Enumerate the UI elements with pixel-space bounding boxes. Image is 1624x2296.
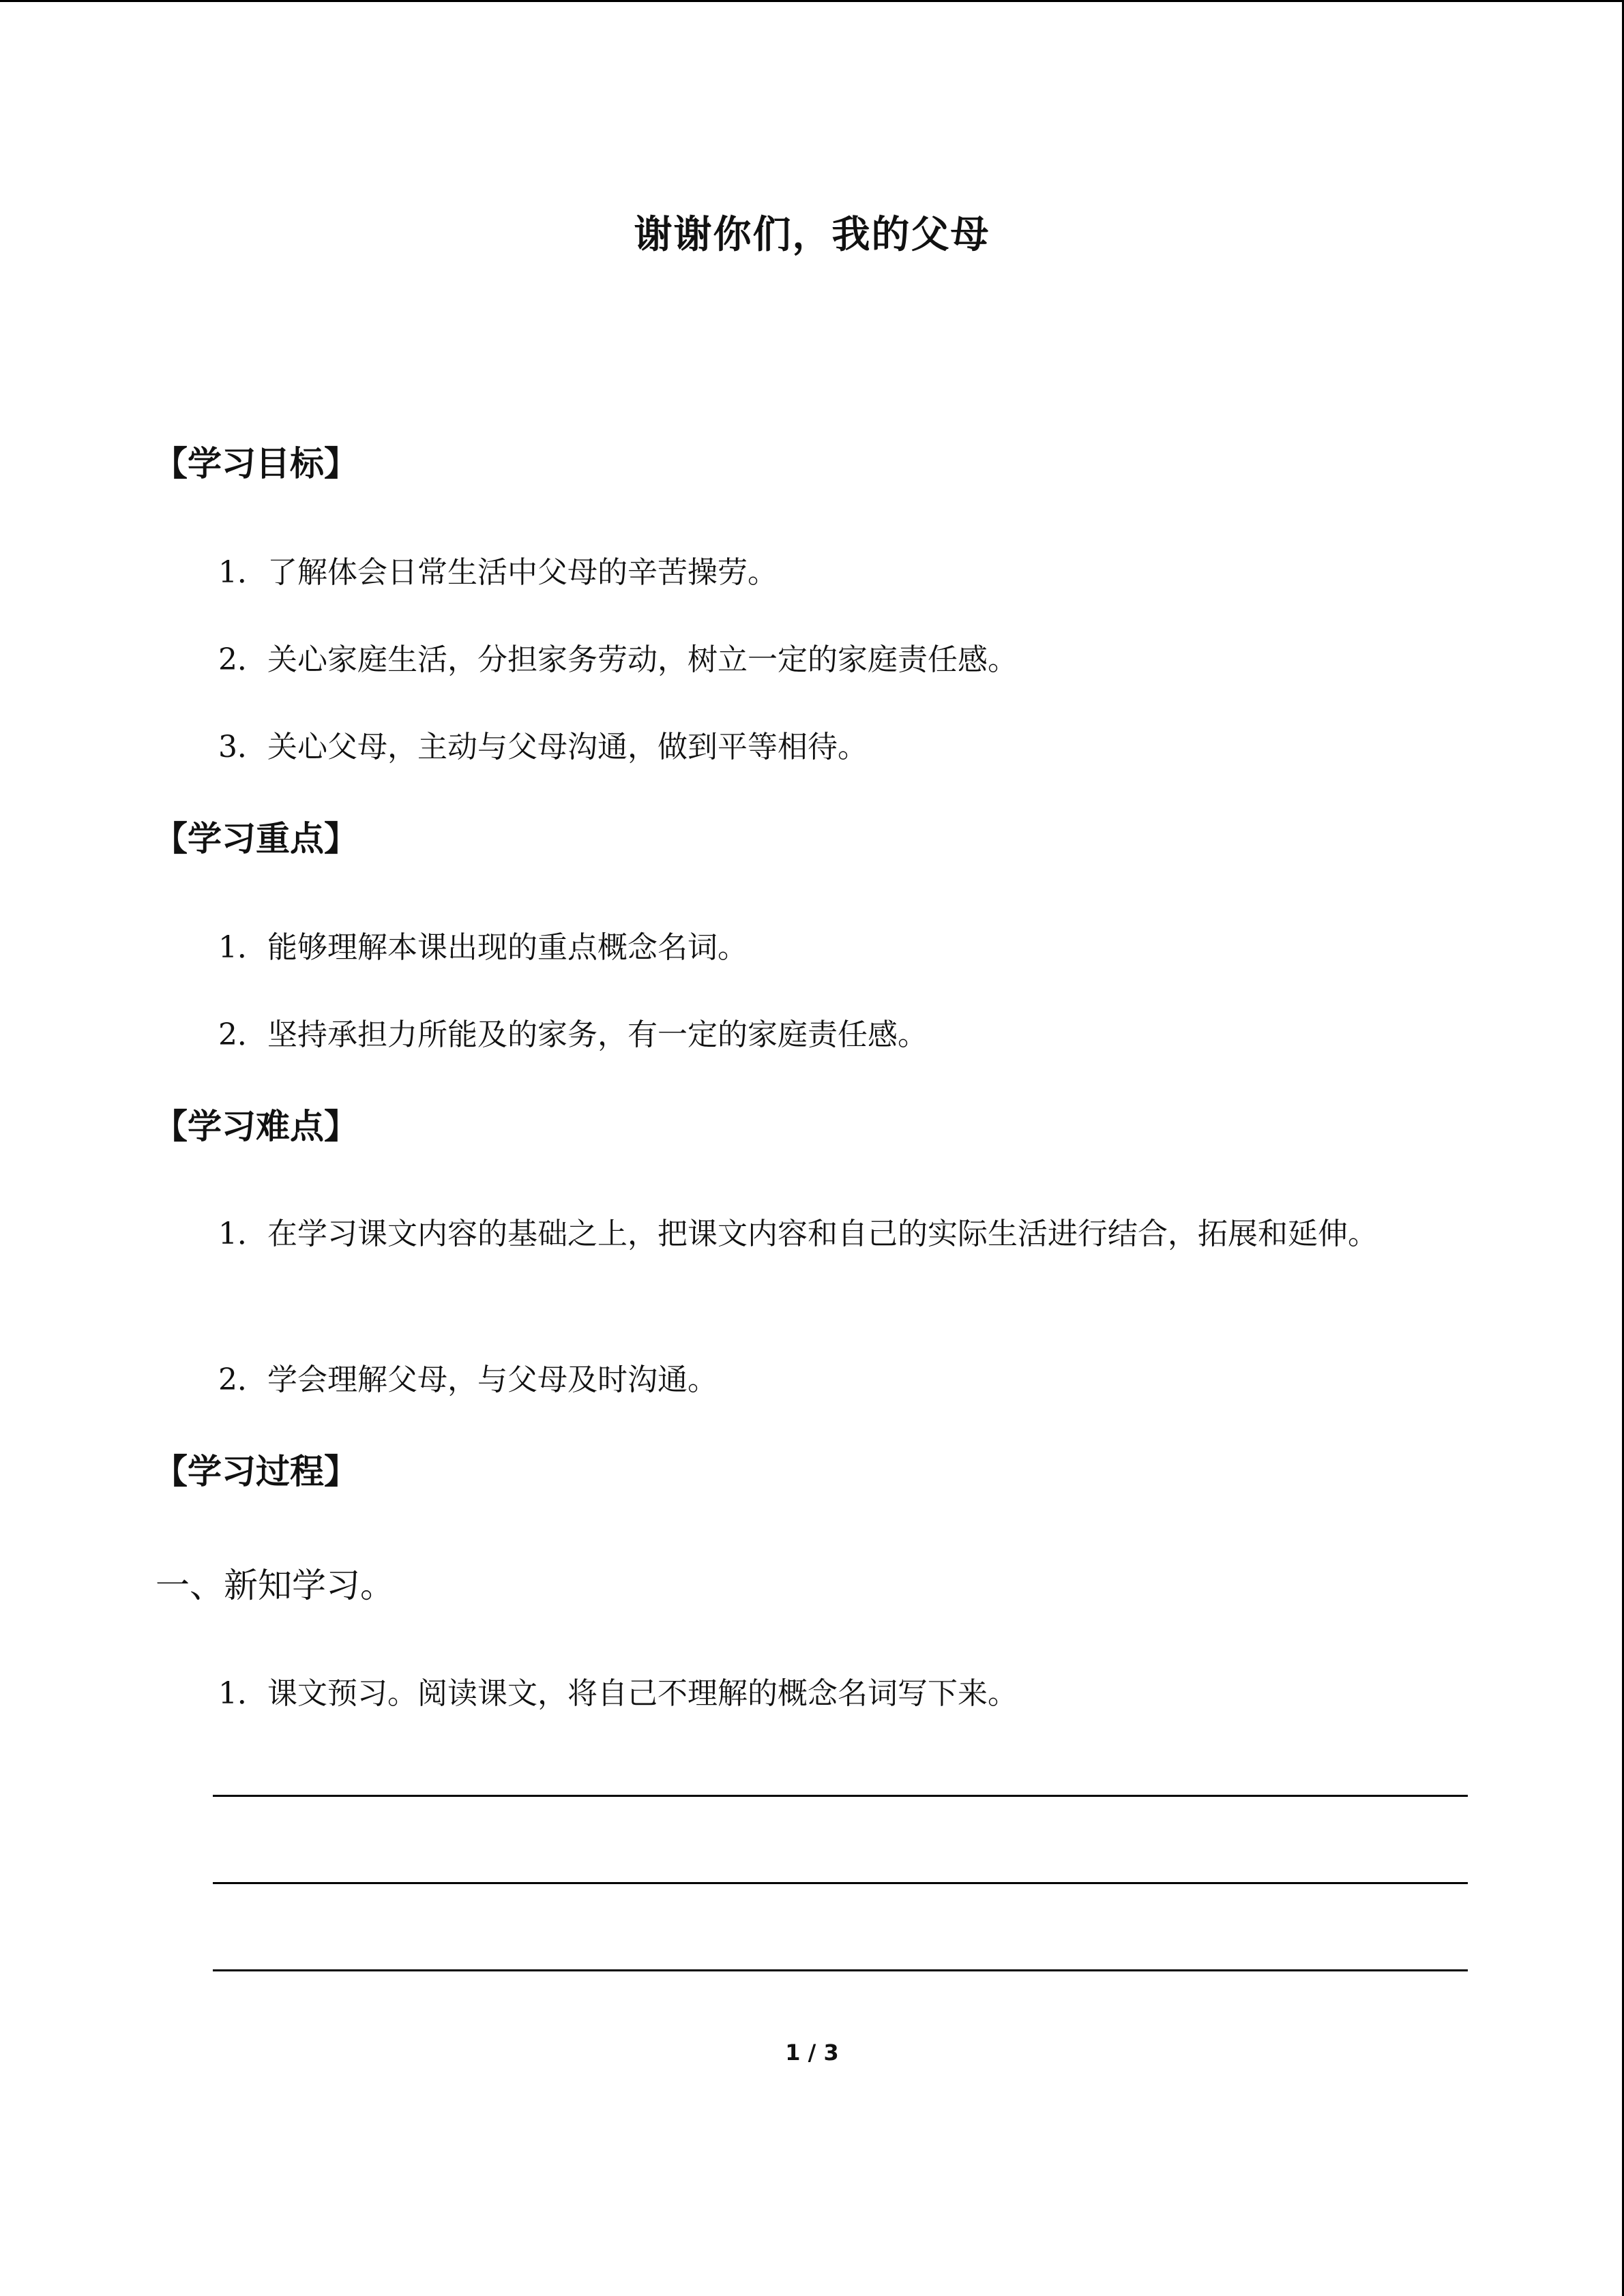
key-points-heading: 【学习重点】	[153, 819, 358, 859]
process-heading: 【学习过程】	[153, 1452, 358, 1491]
document-title: 谢谢你们，我的父母	[634, 213, 990, 257]
answer-line-2[interactable]	[213, 1882, 1468, 1884]
key-point-item-2: 2．坚持承担力所能及的家务，有一定的家庭责任感。	[218, 1017, 928, 1052]
objective-item-3: 3．关心父母，主动与父母沟通，做到平等相待。	[218, 730, 868, 764]
objectives-heading: 【学习目标】	[153, 444, 358, 483]
objective-item-2: 2．关心家庭生活，分担家务劳动，树立一定的家庭责任感。	[218, 642, 1018, 677]
answer-line-3[interactable]	[213, 1969, 1468, 1971]
difficulty-item-2: 2．学会理解父母，与父母及时沟通。	[218, 1362, 718, 1397]
process-item-1: 1．课文预习。阅读课文，将自己不理解的概念名词写下来。	[218, 1676, 1018, 1711]
page-number: 1 / 3	[785, 2040, 839, 2066]
difficulties-heading: 【学习难点】	[153, 1107, 358, 1146]
key-point-item-1: 1．能够理解本课出现的重点概念名词。	[218, 930, 748, 965]
objective-item-1: 1．了解体会日常生活中父母的辛苦操劳。	[218, 555, 778, 590]
answer-line-1[interactable]	[213, 1795, 1468, 1797]
page-border-top	[0, 0, 1624, 2]
part-one-title: 一、新知学习。	[156, 1566, 394, 1605]
difficulty-item-1: 1．在学习课文内容的基础之上，把课文内容和自己的实际生活进行结合，拓展和延伸。	[218, 1217, 1378, 1251]
